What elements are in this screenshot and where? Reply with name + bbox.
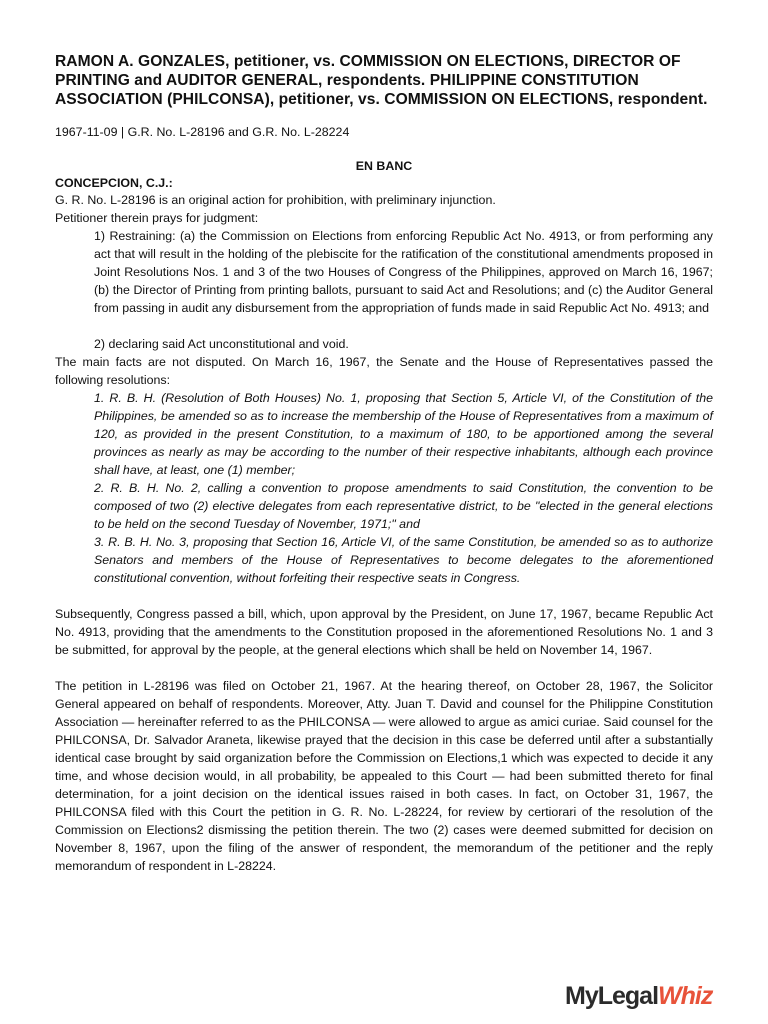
resolution-2: 2. R. B. H. No. 2, calling a convention to propose amendments to said Constitution, the convention to be composed of two (2) elective delegates from each representative district, to be "elected in the general elections to be held on the second Tuesday of November, 1971;" and — [94, 481, 713, 531]
document-page — [55, 52, 713, 875]
logo-part-whiz: Whiz — [658, 982, 713, 1010]
ponente: CONCEPCION, C.J.: — [55, 176, 173, 190]
case-meta: 1967-11-09 | G.R. No. L-28196 and G.R. No. L-28224 — [55, 125, 350, 139]
case-title: RAMON A. GONZALES, petitioner, vs. COMMISSION ON ELECTIONS, DIRECTOR OF PRINTING and AUDITOR GENERAL, respondents. PHILIPPINE CONSTITUTION ASSOCIATION (PHILCONSA), petitioner, vs. COMMISSION ON ELECTIONS, respondent. — [55, 53, 708, 108]
mylegalwhiz-logo — [565, 982, 712, 1011]
spacer — [55, 587, 713, 605]
spacer — [55, 317, 713, 335]
paragraph-1: G. R. No. L-28196 is an original action for prohibition, with preliminary injunction. — [55, 193, 496, 207]
spacer — [55, 659, 713, 677]
paragraph-2: Petitioner therein prays for judgment: — [55, 211, 259, 225]
paragraph-subsequently: Subsequently, Congress passed a bill, which, upon approval by the President, on June 17, 1967, became Republic Act No. 4913, providing that the amendments to the Constitution proposed in the aforementioned Resolutions No. 1 and 3 be submitted, for approval by the people, at the general elections which shall be held on November 14, 1967. — [55, 607, 713, 657]
resolution-1: 1. R. B. H. (Resolution of Both Houses) No. 1, proposing that Section 5, Article VI, of the Constitution of the Philippines, be amended so as to increase the membership of the House of Representatives from a maximum of 120, as provided in the present Constitution, to a maximum of 180, to be apportioned among the several provinces as nearly as may be according to the number of their respective inhabitants, although each province shall have, at least, one (1) member; — [94, 391, 713, 477]
logo-part-legal: Legal — [597, 982, 659, 1010]
paragraph-petition: The petition in L-28196 was filed on October 21, 1967. At the hearing thereof, on October 28, 1967, the Solicitor General appeared on behalf of respondents. Moreover, Atty. Juan T. David and counsel for the Philippine Constitution Association — hereinafter referred to as the PHILCONSA — were allowed to argue as amici curiae. Said counsel for the PHILCONSA, Dr. Salvador Araneta, likewise prayed that the decision in this case be deferred until after a substantially identical case brought by said organization before the Commission on Elections,1 which was expected to decide it any time, and whose decision would, in all probability, be appealed to this Court — had been submitted thereto for final determination, for a joint decision on the identical issues raised in both cases. In fact, on October 31, 1967, the PHILCONSA filed with this Court the petition in G. R. No. L-28224, for review by certiorari of the resolution of the Commission on Elections2 dismissing the petition therein. The two (2) cases were deemed submitted for decision on November 8, 1967, upon the filing of the answer of respondent, the memorandum of the petitioner and the reply memorandum of respondent in L-28224. — [55, 679, 713, 873]
court-division: EN BANC — [355, 159, 413, 173]
resolution-3: 3. R. B. H. No. 3, proposing that Section 16, Article VI, of the same Constitution, be amended so as to authorize Senators and members of the House of Representatives to become delegates to the aforementioned constitutional convention, without forfeiting their respective seats in Congress. — [94, 535, 713, 585]
paragraph-facts: The main facts are not disputed. On March 16, 1967, the Senate and the House of Representatives passed the following resolutions: — [55, 355, 713, 387]
logo-part-my: My — [565, 982, 598, 1010]
prayer-item-2: 2) declaring said Act unconstitutional and void. — [94, 337, 349, 351]
prayer-item-1: 1) Restraining: (a) the Commission on Elections from enforcing Republic Act No. 4913, or from performing any act that will result in the holding of the plebiscite for the ratification of the constitutional amendments proposed in Joint Resolutions Nos. 1 and 3 of the two Houses of Congress of the Philippines, approved on March 16, 1967; (b) the Director of Printing from printing ballots, pursuant to said Act and Resolutions; and (c) the Auditor General from passing in audit any disbursement from the appropriation of funds made in said Republic Act No. 4913; and — [94, 229, 713, 315]
